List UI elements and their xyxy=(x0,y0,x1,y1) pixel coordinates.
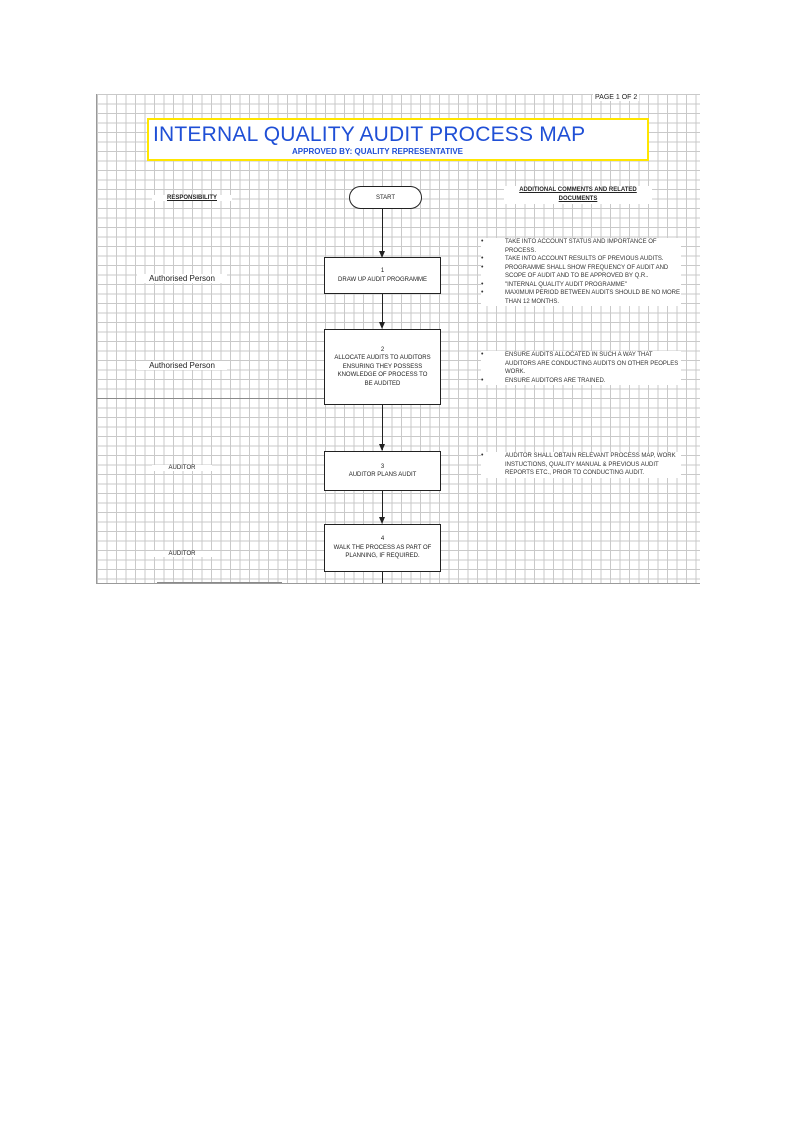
section-divider xyxy=(157,582,282,583)
step-text: AUDITOR PLANS AUDIT xyxy=(348,472,417,478)
responsibility-step-3: AUDITOR xyxy=(152,465,212,471)
step-number: 1 xyxy=(380,268,385,274)
arrowhead-step-3 xyxy=(379,444,385,451)
process-step-1 xyxy=(324,257,441,294)
step-text: DRAW UP AUDIT PROGRAMME xyxy=(338,276,427,283)
approval-subtitle: APPROVED BY: QUALITY REPRESENTATIVE xyxy=(292,147,463,156)
connector-step-4-continues xyxy=(382,572,383,583)
process-step-2 xyxy=(324,329,441,405)
note-item: • ENSURE AUDITORS ARE TRAINED. xyxy=(481,377,681,386)
comments-header: ADDITIONAL COMMENTS AND RELATED DOCUMENTS xyxy=(504,186,652,204)
note-item: • PROGRAMME SHALL SHOW FREQUENCY OF AUDIT AND SCOPE OF AUDIT AND TO BE APPROVED BY Q.R.. xyxy=(481,264,681,281)
note-item: • "INTERNAL QUALITY AUDIT PROGRAMME" xyxy=(481,281,681,290)
responsibility-step-1: Authorised Person xyxy=(137,274,227,283)
page-title: INTERNAL QUALITY AUDIT PROCESS MAP xyxy=(153,123,586,146)
arrowhead-step-2 xyxy=(379,322,385,329)
connector-start-to-step-1 xyxy=(382,209,383,254)
process-step-3 xyxy=(324,451,441,491)
step-number: 2 xyxy=(380,346,385,353)
page-number-label: PAGE 1 OF 2 xyxy=(595,94,638,101)
arrowhead-step-4 xyxy=(379,517,385,524)
notes-step-2 xyxy=(481,351,681,385)
process-step-4 xyxy=(324,524,441,572)
section-divider xyxy=(97,398,327,399)
step-number: 4 xyxy=(380,536,385,543)
notes-step-3 xyxy=(481,452,681,478)
start-terminator xyxy=(349,186,422,209)
note-item: • TAKE INTO ACCOUNT RESULTS OF PREVIOUS AUDITS. xyxy=(481,255,681,264)
note-item: • TAKE INTO ACCOUNT STATUS AND IMPORTANCE OF PROCESS. xyxy=(481,238,681,255)
start-label: START xyxy=(375,194,396,201)
note-item: • AUDITOR SHALL OBTAIN RELEVANT PROCESS MAP, WORK INSTUCTIONS, QUALITY MANUAL & PREVIOUS AUDIT REPORTS ETC., PRIOR TO CONDUCTING AUDIT. xyxy=(481,452,681,478)
step-text: WALK THE PROCESS AS PART OF PLANNING, IF REQUIRED. xyxy=(333,544,432,560)
responsibility-header: RESPONSIBILITY xyxy=(152,195,232,201)
process-map-sheet xyxy=(96,94,700,584)
step-number: 3 xyxy=(380,463,385,470)
title-box xyxy=(147,118,649,161)
step-text: ALLOCATE AUDITS TO AUDITORS ENSURING THEY POSSESS KNOWLEDGE OF PROCESS TO BE AUDITED xyxy=(334,355,431,387)
notes-step-1 xyxy=(481,238,681,306)
note-item: • ENSURE AUDITS ALLOCATED IN SUCH A WAY THAT AUDITORS ARE CONDUCTING AUDITS ON OTHER PEOPLES WORK. xyxy=(481,351,681,377)
responsibility-step-4: AUDITOR xyxy=(152,551,212,557)
responsibility-step-2: Authorised Person xyxy=(137,361,227,370)
note-item: • MAXIMUM PERIOD BETWEEN AUDITS SHOULD BE NO MORE THAN 12 MONTHS. xyxy=(481,289,681,306)
